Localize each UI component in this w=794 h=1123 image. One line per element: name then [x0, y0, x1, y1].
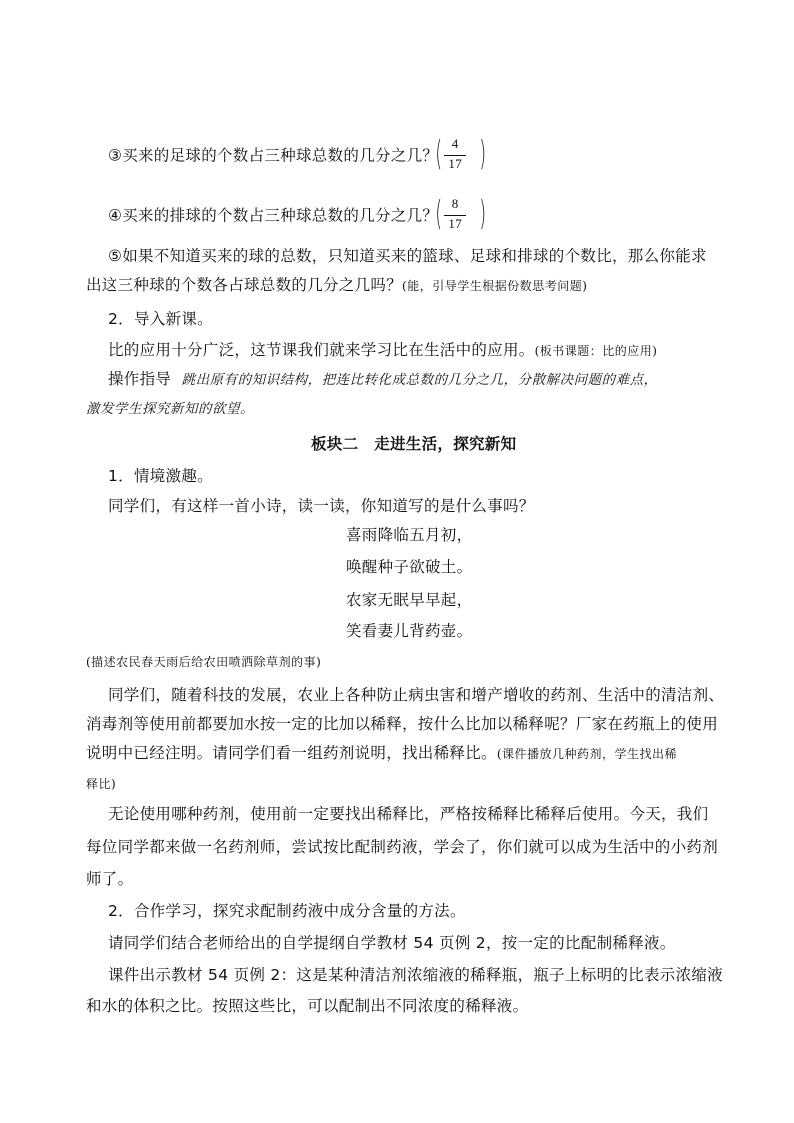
answer-fraction-3	[435, 134, 498, 176]
fraction-denominator: 17	[448, 216, 462, 231]
right-paren: )	[479, 194, 487, 234]
question-5-line-1: ⑤如果不知道买来的球的总数，只知道买来的篮球、足球和排球的个数比，那么你能求	[108, 247, 707, 265]
left-paren: (	[435, 134, 443, 174]
paragraph-2-line-1: 无论使用哪种药剂，使用前一定要找出稀释比，严格按稀释比稀释后使用。今天，我们	[108, 805, 709, 823]
intro-paragraph: 比的应用十分广泛，这节课我们就来学习比在生活中的应用。(板书课题：比的应用)	[108, 341, 658, 359]
paragraph-1-line-2: 消毒剂等使用前都要加水按一定的比加以稀释，按什么比加以稀释呢？厂家在药瓶上的使用	[86, 715, 719, 733]
section-2-heading: 2．合作学习，探究求配制药液中成分含量的方法。	[108, 902, 466, 920]
fraction-numerator: 4	[451, 136, 459, 151]
courseware-note-continued: 释比)	[86, 777, 117, 791]
paragraph-2-line-3: 师了。	[86, 870, 134, 888]
question-4-text: ④买来的排球的个数占三种球总数的几分之几？	[108, 206, 439, 225]
left-paren: (	[435, 194, 443, 234]
question-3	[108, 136, 498, 176]
right-paren: )	[479, 134, 487, 174]
paragraph-2-line-2: 每位同学都来做一名药剂师，尝试按比配制药液，学会了，你们就可以成为生活中的小药剂	[86, 838, 719, 856]
poem-line-1: 喜雨降临五月初，	[346, 526, 473, 544]
section-title: 板块二 走进生活，探究新知	[311, 435, 517, 453]
question-5-line-2: 出这三种球的个数各占球总数的几分之几吗？(能，引导学生根据份数思考问题)	[86, 276, 588, 294]
question-4	[108, 196, 498, 236]
operation-guide-line-1: 操作指导 跳出原有的知识结构，把连比转化成总数的几分之几，分散解决问题的难点，	[108, 370, 658, 388]
fraction-denominator: 17	[448, 156, 462, 171]
poem-line-4: 笑看妻儿背药壶。	[346, 622, 473, 640]
teacher-note: (能，引导学生根据份数思考问题)	[402, 279, 588, 293]
paragraph-1-line-1: 同学们，随着科技的发展，农业上各种防止病虫害和增产增收的药剂、生活中的清洁剂、	[108, 686, 725, 704]
answer-fraction-4	[435, 194, 498, 236]
question-3-text: ③买来的足球的个数占三种球总数的几分之几？	[108, 146, 439, 165]
section-1-text: 同学们，有这样一首小诗，读一读，你知道写的是什么事吗？	[108, 497, 535, 515]
poem-line-3: 农家无眠早早起，	[346, 591, 473, 609]
operation-guide-line-2: 激发学生探究新知的欲望。	[86, 401, 254, 417]
poem-note: (描述农民春天雨后给农田喷洒除草剂的事)	[86, 655, 322, 669]
intro-heading: 2．导入新课。	[108, 310, 213, 328]
paragraph-3-line-1: 课件出示教材 54 页例 2：这是某种清洁剂浓缩液的稀释瓶，瓶子上标明的比表示浓缩液	[108, 966, 723, 984]
board-note: (板书课题：比的应用)	[534, 344, 658, 358]
poem-line-2: 唤醒种子欲破土。	[346, 558, 473, 576]
paragraph-3-line-2: 和水的体积之比。按照这些比，可以配制出不同浓度的稀释液。	[86, 997, 529, 1015]
courseware-note: (课件播放几种药剂，学生找出稀	[496, 747, 677, 761]
operation-guide-label: 操作指导	[108, 370, 172, 388]
section-2-text: 请同学们结合老师给出的自学提纲自学教材 54 页例 2，按一定的比配制稀释液。	[108, 934, 676, 952]
section-1-heading: 1．情境激趣。	[108, 467, 213, 485]
fraction-numerator: 8	[451, 196, 459, 211]
paragraph-1-line-3: 说明中已经注明。请同学们看一组药剂说明，找出稀释比。(课件播放几种药剂，学生找出稀	[86, 744, 677, 762]
